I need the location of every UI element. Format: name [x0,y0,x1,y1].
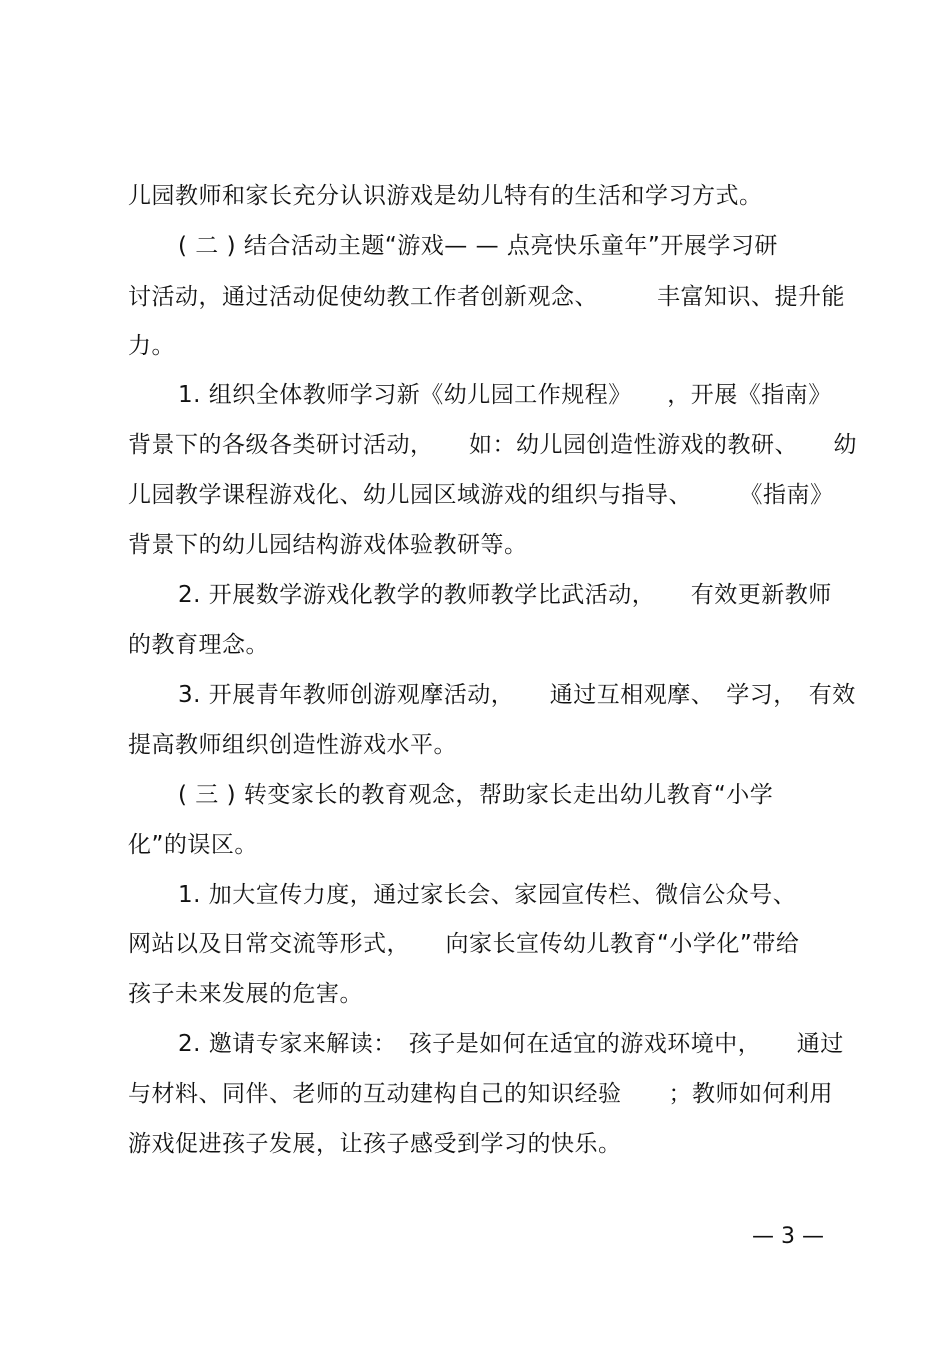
text-line: 2. 开展数学游戏化教学的教师教学比武活动， 有效更新教师 [178,582,832,608]
text-line: 2. 邀请专家来解读： 孩子是如何在适宜的游戏环境中， 通过 [178,1031,844,1057]
text-line: 3. 开展青年教师创游观摩活动， 通过互相观摩、 学习， 有效 [178,682,856,708]
text-line: 背景下的各级各类研讨活动， 如：幼儿园创造性游戏的教研、 幼 [128,432,857,458]
text-line: 儿园教师和家长充分认识游戏是幼儿特有的生活和学习方式。 [128,183,763,209]
text-line: 提高教师组织创造性游戏水平。 [128,732,457,758]
text-line: 的教育理念。 [128,632,269,658]
text-line: 儿园教学课程游戏化、幼儿园区域游戏的组织与指导、 《指南》 [128,482,834,508]
text-line: 游戏促进孩子发展，让孩子感受到学习的快乐。 [128,1131,622,1157]
text-line: 与材料、同伴、老师的互动建构自己的知识经验 ；教师如何利用 [128,1081,833,1107]
page-number: — 3 — [752,1224,824,1249]
text-line: 背景下的幼儿园结构游戏体验教研等。 [128,532,528,558]
text-line: 1. 加大宣传力度，通过家长会、家园宣传栏、微信公众号、 [178,882,797,908]
text-line: 力。 [128,333,175,359]
text-line: 1. 组织全体教师学习新《幼儿园工作规程》 ，开展《指南》 [178,382,832,408]
text-line: ( 二 ) 结合活动主题“游戏— — 点亮快乐童年”开展学习研 [178,233,778,259]
text-line: 孩子未来发展的危害。 [128,981,363,1007]
text-line: 化”的误区。 [128,832,258,858]
text-line: 讨活动，通过活动促使幼教工作者创新观念、 丰富知识、提升能 [128,284,845,310]
text-line: ( 三 ) 转变家长的教育观念，帮助家长走出幼儿教育“小学 [178,782,774,808]
text-line: 网站以及日常交流等形式， 向家长宣传幼儿教育“小学化”带给 [128,931,800,957]
